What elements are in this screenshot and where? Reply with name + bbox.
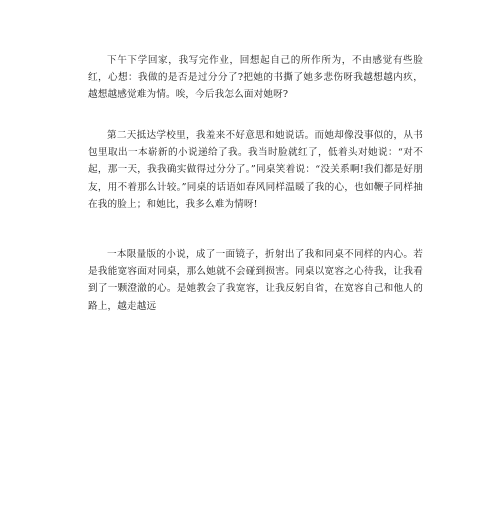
paragraph-going-home: 下午下学回家，我写完作业，回想起自己的所作所为，不由感觉有些脸红，心想：我做的是否是过分分了?把她的书撕了她多悲伤呀我越想越内疚，越想越感觉难为情。唉，今后我怎么面对她呀? [88,55,423,101]
paragraph-next-day: 第二天抵达学校里，我羞来不好意思和她说话。而她却像没事似的，从书包里取出一本崭新的小说递给了我。我当时脸就红了，低着头对她说：“对不起，那一天，我我确实做得过分分了。”同桌笑着说：“没关系啊!我们都是好朋友，用不着那么计较。”同桌的话语如春风同样温暖了我的心，也如鞭子同样抽在我的脸上；和她比，我多么难为情呀! [88,130,423,210]
paragraph-reflection: 一本限量版的小说，成了一面镜子，折射出了我和同桌不同样的内心。若是我能宽容面对同桌，那么她就不会碰到损害。同桌以宽容之心待我，让我看到了一颗澄澈的心。是她教会了我宽容，让我反躬自省，在宽容自己和他人的路上，越走越远 [88,249,423,312]
